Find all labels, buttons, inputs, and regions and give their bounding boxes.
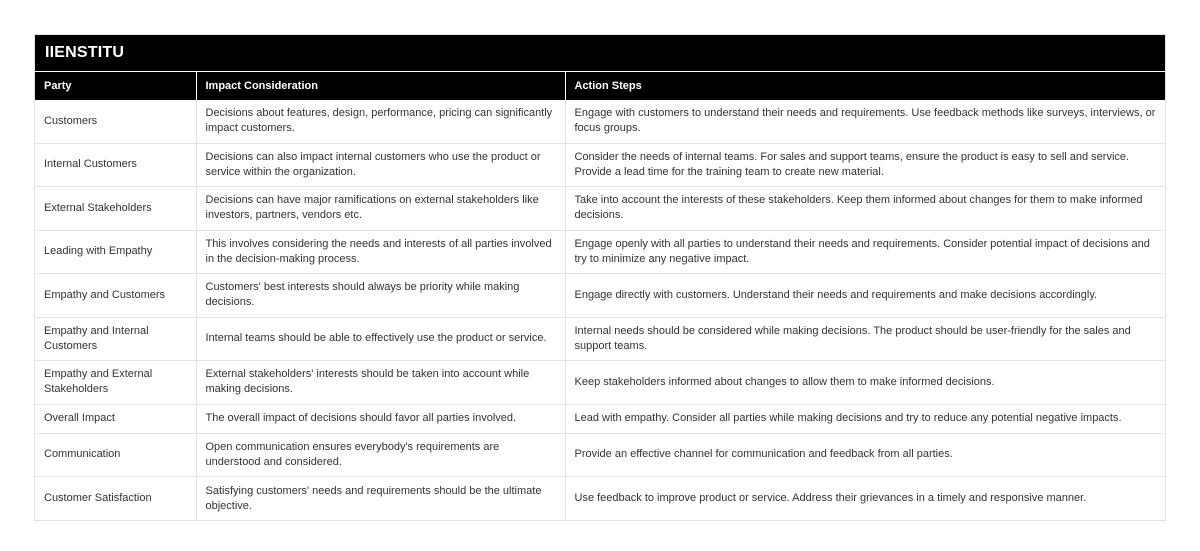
- table-row: [35, 477, 1165, 521]
- data-table: [35, 71, 1165, 520]
- impact-cell: External stakeholders' interests should be taken into account while making decisions.: [196, 361, 565, 405]
- party-cell: Leading with Empathy: [35, 230, 196, 274]
- party-cell: Empathy and External Stakeholders: [35, 361, 196, 405]
- party-cell: Customer Satisfaction: [35, 477, 196, 521]
- party-cell: Customers: [44, 114, 98, 127]
- impact-cell: Satisfying customers' needs and requirements should be the ultimate objective.: [196, 477, 565, 521]
- action-cell: Lead with empathy. Consider all parties while making decisions and try to reduce any potential negative impacts.: [565, 404, 1165, 433]
- table-row: [35, 404, 1165, 433]
- table-title: IIENSTITU: [35, 35, 1165, 71]
- impact-cell: Customers' best interests should always be priority while making decisions.: [196, 274, 565, 318]
- column-header-action-steps: Action Steps: [565, 72, 1165, 100]
- action-cell: Internal needs should be considered while making decisions. The product should be user-friendly for the sales and support teams.: [565, 317, 1165, 361]
- impact-cell: Decisions can have major ramifications on external stakeholders like investors, partners, vendors etc.: [196, 187, 565, 231]
- table-row: [35, 433, 1165, 477]
- action-cell: Keep stakeholders informed about changes to allow them to make informed decisions.: [565, 361, 1165, 405]
- action-cell: Use feedback to improve product or service. Address their grievances in a timely and responsive manner.: [565, 477, 1165, 521]
- action-cell: Engage openly with all parties to understand their needs and requirements. Consider potential impact of decisions and try to minimize any negative impact.: [565, 230, 1165, 274]
- column-header-impact-consideration: Impact Consideration: [196, 72, 565, 100]
- impact-cell: Decisions about features, design, performance, pricing can significantly impact customers.: [196, 100, 565, 144]
- party-cell: Empathy and Internal Customers: [35, 317, 196, 361]
- action-cell: Provide an effective channel for communication and feedback from all parties.: [565, 433, 1165, 477]
- impact-cell: The overall impact of decisions should favor all parties involved.: [196, 404, 565, 433]
- party-cell: Empathy and Customers: [35, 274, 196, 318]
- table-row: [35, 361, 1165, 405]
- table-row: [35, 100, 1165, 144]
- impact-cell: Decisions can also impact internal customers who use the product or service within the organization.: [196, 143, 565, 187]
- table-container: [34, 34, 1166, 521]
- party-cell: Communication: [35, 433, 196, 477]
- action-cell: Engage with customers to understand their needs and requirements. Use feedback methods like surveys, interviews, or focus groups.: [565, 100, 1165, 144]
- impact-cell: This involves considering the needs and interests of all parties involved in the decision-making process.: [196, 230, 565, 274]
- impact-cell: Open communication ensures everybody's requirements are understood and considered.: [196, 433, 565, 477]
- header-row: [35, 72, 1165, 100]
- table-row: [35, 187, 1165, 231]
- action-cell: Take into account the interests of these stakeholders. Keep them informed about changes for them to make informed decisions.: [565, 187, 1165, 231]
- action-cell: Engage directly with customers. Understand their needs and requirements and make decisions accordingly.: [565, 274, 1165, 318]
- column-header-party: Party: [35, 72, 196, 100]
- party-cell: Overall Impact: [35, 404, 196, 433]
- table-row: [35, 230, 1165, 274]
- party-cell: Internal Customers: [35, 143, 196, 187]
- party-cell: External Stakeholders: [35, 187, 196, 231]
- table-row: [35, 143, 1165, 187]
- table-row: [35, 317, 1165, 361]
- impact-cell: Internal teams should be able to effectively use the product or service.: [196, 317, 565, 361]
- table-row: [35, 274, 1165, 318]
- action-cell: Consider the needs of internal teams. For sales and support teams, ensure the product is easy to sell and service. Provide a lead time for the training team to create new material.: [565, 143, 1165, 187]
